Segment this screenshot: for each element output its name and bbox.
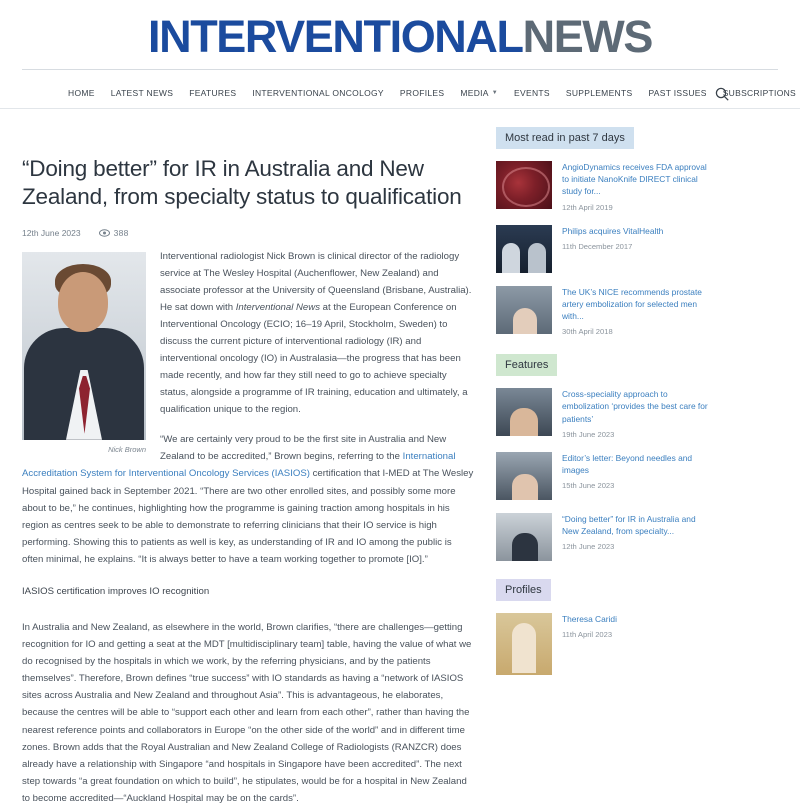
list-item[interactable] [496,613,708,675]
profiles-heading: Profiles [496,579,551,601]
item-date: 19th June 2023 [562,429,615,439]
nav-label: PROFILES [399,88,445,98]
nav-label: MEDIA [460,88,489,98]
nav-label: PAST ISSUES [648,88,707,98]
main-navigation [0,78,800,109]
nav-label: EVENTS [514,88,550,98]
thumbnail-image [496,452,552,500]
article-figure [22,252,146,454]
article-column [22,127,474,807]
nav-label: HOME [68,88,95,98]
site-logo[interactable] [0,11,800,62]
item-title-link[interactable]: The UK’s NICE recommends prostate artery embolization for selected men with... [562,286,702,321]
nav-item-profiles[interactable] [400,88,444,98]
thumbnail-image [496,161,552,209]
article-subheading: IASIOS certification improves IO recognition [22,585,210,597]
logo-primary: INTERVENTIONAL [148,11,523,62]
features-list [496,388,708,561]
paragraph-text: certification that I-MED at The Wesley Hospital gained back in September 2021. “There are two other enrolled sites, and possibly some more about to be,” he continues, highlighting how the programme is gaining traction among hospitals in his region as centres seek to be able to demonstrate to referring clinicians that their IO service is high performing. Showing this to patients as well is key, as understanding of IR and IO among the public is often minimal, he explains. “It is always better to have a team working together to promote [IO].” [22,468,474,565]
figure-caption: Nick Brown [108,444,146,454]
most-read-list [496,161,708,336]
sidebar [496,127,708,807]
list-item[interactable] [496,225,708,273]
nav-item-past-issues[interactable] [648,88,706,98]
item-date: 11th December 2017 [562,241,633,251]
item-title-link[interactable]: Theresa Caridi [562,613,617,624]
nav-item-latest-news[interactable] [111,88,174,98]
eye-icon [99,229,110,237]
thumbnail-image [496,513,552,561]
masthead [0,0,800,78]
article-body [22,248,474,807]
nav-label: FEATURES [189,88,237,98]
thumbnail-image [496,225,552,273]
nav-label: INTERVENTIONAL ONCOLOGY [252,88,384,98]
logo-secondary: NEWS [522,11,652,62]
item-date: 30th April 2018 [562,327,613,337]
nav-item-features[interactable] [189,88,236,98]
nav-label: SUPPLEMENTS [565,88,633,98]
nav-item-subscriptions[interactable] [723,88,796,98]
list-item[interactable] [496,388,708,439]
page-content [0,109,800,807]
search-icon[interactable] [714,86,730,102]
nav-item-supplements[interactable] [566,88,633,98]
item-date: 15th June 2023 [562,481,615,491]
nav-label: LATEST NEWS [110,88,174,98]
nav-label: SUBSCRIPTIONS [722,88,797,98]
item-title-link[interactable]: “Doing better” for IR in Australia and New Zealand, from specialty... [562,513,696,536]
view-count: 388 [113,227,129,238]
paragraph-text: “We are certainly very proud to be the first site in Australia and New Zealand to be accredited,” Brown begins, referring to the [160,434,447,463]
iasios-link[interactable]: International Accreditation System for Interventional Oncology Services (IASIOS) [22,451,456,480]
nav-item-media[interactable] [460,88,498,98]
paragraph-text: at the European Conference on Interventional Oncology (ECIO; 16–19 April, Stockholm, Sweden) to discuss the current picture of interventional radiology (IR) and interventional oncology (IO) in Australasia—the progress that has been made recently, and how far they still need to go to achieve specialty status, alongside a programme of IR training, education and ultimately, a qualification unique to the region. [160,301,468,416]
thumbnail-image [496,286,552,334]
nav-item-events[interactable] [514,88,550,98]
list-item[interactable] [496,513,708,561]
article-meta [22,228,474,238]
features-heading: Features [496,354,557,376]
item-title-link[interactable]: Philips acquires VitalHealth [562,225,664,236]
chevron-down-icon: ▼ [491,90,499,96]
item-date: 11th April 2023 [562,629,613,639]
item-date: 12th April 2019 [562,202,613,212]
page-title: “Doing better” for IR in Australia and New Zealand, from specialty status to qualification [22,156,462,210]
item-title-link[interactable]: Cross-speciality approach to embolization ‘provides the best care for patients’ [562,389,708,424]
article-paragraph-3: In Australia and New Zealand, as elsewhere in the world, Brown clarifies, “there are challenges—getting recognition for IO and getting a seat at the MDT [multidisciplinary team] table, having the value of what we do recognised by the hospitals in which we work, by the referring physicians, and by the patients themselves”. Therefore, Brown defines “true success” with IO standards as having a “network of IASIOS sites across Australia and New Zealand and throughout Asia”. This is advantageous, he elaborates, because the centres will be able to “support each other and learn from each other”, rather than having the nearest reference points and collaborators in Europe “on the other side of the world” and in different time zones. Brown adds that the Royal Australian and New Zealand College of Radiologists (RANZCR) does already have a relationship with Singapore “and hospitals in Singapore have been accredited”. The next step towards “a great foundation on which to build”, he stipulates, would be for a hospital in New Zealand to become accredited—“Auckland Hospital may be on the cards”. [22,622,472,804]
thumbnail-image [496,613,552,675]
portrait-image [22,252,146,440]
list-item[interactable] [496,452,708,500]
most-read-heading: Most read in past 7 days [496,127,634,149]
item-title-link[interactable]: AngioDynamics receives FDA approval to initiate NanoKnife DIRECT clinical study for... [562,162,707,197]
list-item[interactable] [496,161,708,212]
paragraph-text: Interventional radiologist Nick Brown is clinical director of the radiology service at The Wesley Hospital (Auchenflower, New Zealand) and associate professor at the University of Queensland (Brisbane, Australia). He sat down with [160,250,472,313]
article-date: 12th June 2023 [22,227,81,238]
item-title-link[interactable]: Editor’s letter: Beyond needles and images [562,452,693,475]
item-date: 12th June 2023 [562,542,615,552]
list-item[interactable] [496,286,708,337]
thumbnail-image [496,388,552,436]
publication-name: Interventional News [235,301,320,313]
nav-item-interventional-oncology[interactable] [252,88,384,98]
masthead-divider [22,69,778,70]
profiles-list [496,613,708,675]
nav-item-home[interactable] [68,88,95,98]
